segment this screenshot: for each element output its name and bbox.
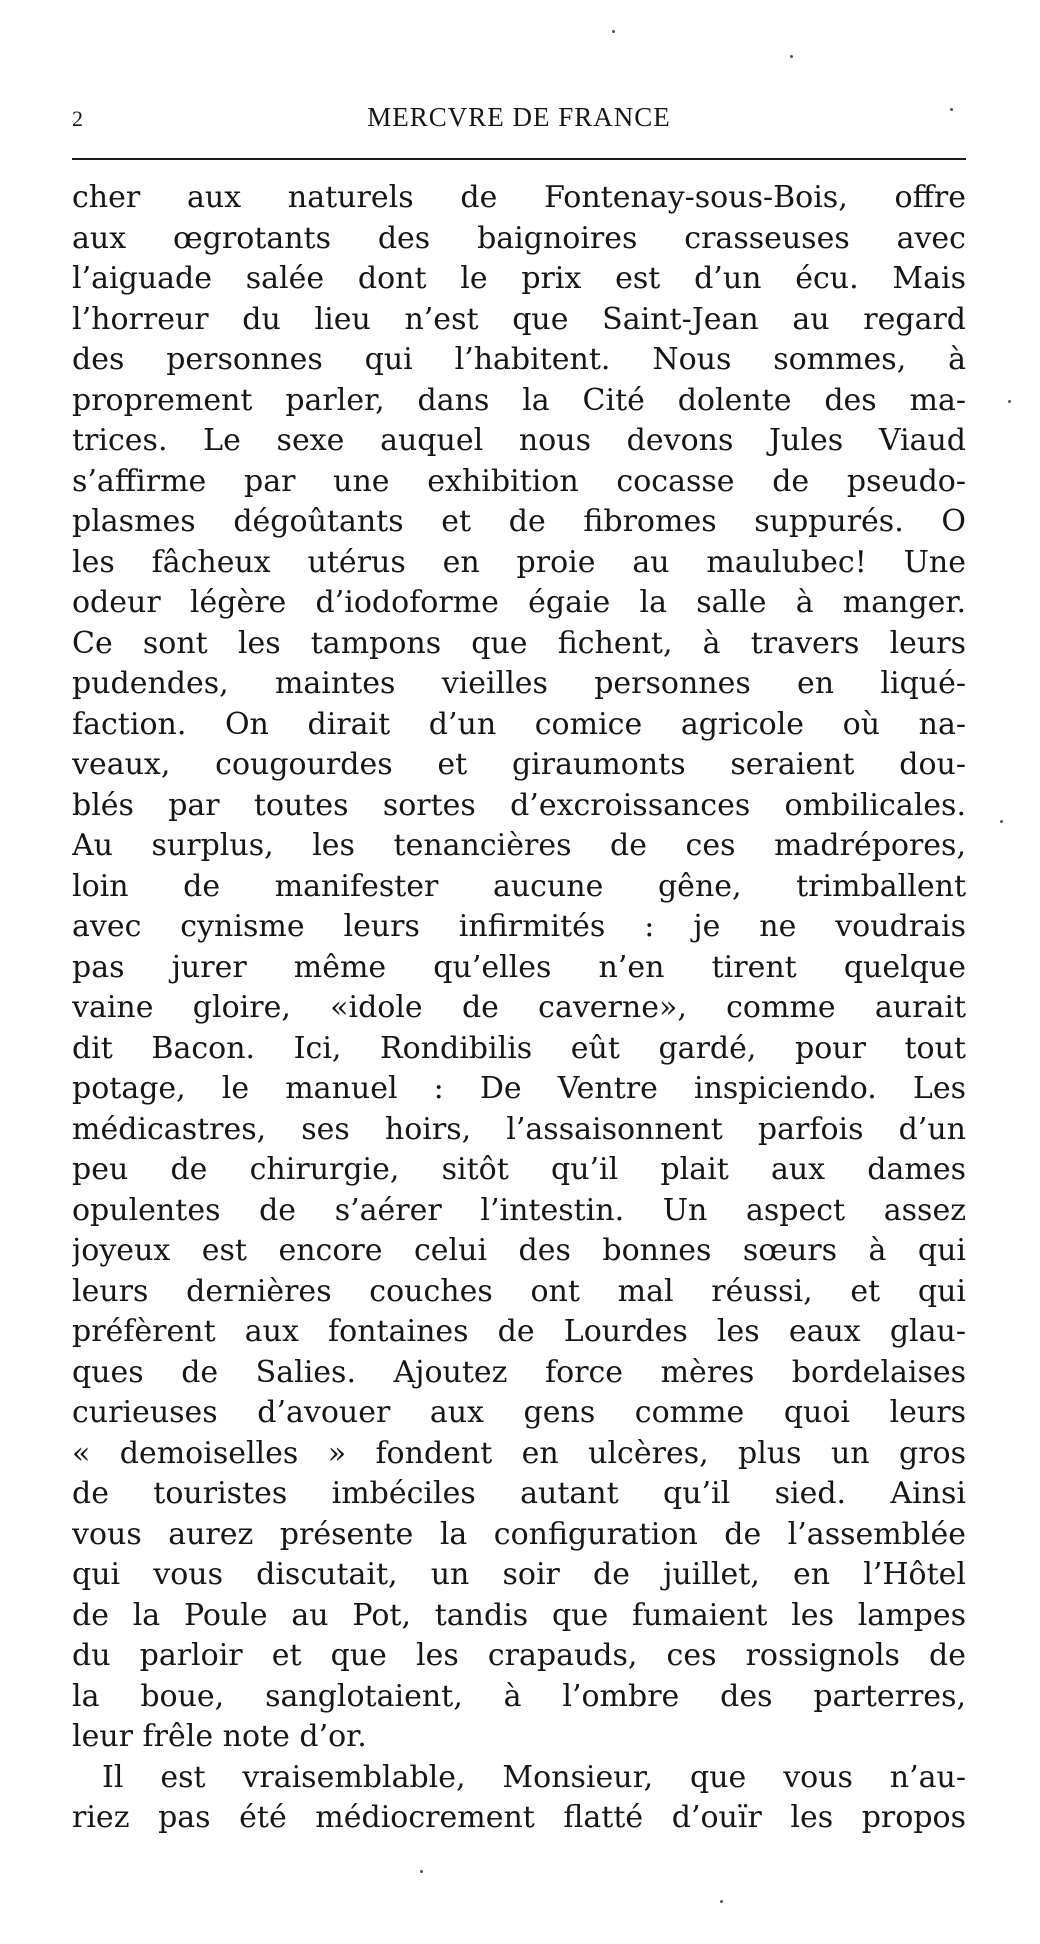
text-line: leur frêle note d’or.	[72, 1719, 367, 1754]
text-line: trices. Le sexe auquel nous devons Jules Viaud	[72, 423, 966, 458]
text-line: vaine gloire, «idole de caverne», comme aurait	[72, 990, 966, 1025]
page-number: 2	[72, 106, 83, 131]
text-line: peu de chirurgie, sitôt qu’il plait aux dames	[72, 1152, 966, 1187]
text-line: les fâcheux utérus en proie au maulubec! Une	[72, 544, 966, 580]
text-line: ques de Salies. Ajoutez force mères bordelaises	[72, 1354, 966, 1390]
print-speck	[950, 108, 953, 111]
text-line: curieuses d’avouer aux gens comme quoi leurs	[72, 1395, 966, 1430]
text-line: potage, le manuel : De Ventre inspiciendo. Les	[72, 1071, 966, 1106]
text-line: pudendes, maintes vieilles personnes en liqué-	[72, 666, 966, 701]
text-line: opulentes de s’aérer l’intestin. Un aspect assez	[72, 1192, 966, 1228]
text-line: loin de manifester aucune gêne, trimballent	[72, 868, 966, 904]
text-line: joyeux est encore celui des bonnes sœurs à qui	[72, 1233, 966, 1268]
text-line: Il est vraisemblable, Monsieur, que vous n’au-	[102, 1759, 966, 1795]
text-line: riez pas été médiocrement flatté d’ouïr les propos	[72, 1800, 966, 1835]
text-line: odeur légère d’iodoforme égaie la salle à manger.	[72, 585, 966, 620]
print-speck	[790, 55, 793, 58]
page-header	[72, 100, 966, 140]
text-line: Ce sont les tampons que fichent, à travers leurs	[72, 625, 966, 661]
text-line: blés par toutes sortes d’excroissances ombilicales.	[72, 787, 966, 823]
text-line: dit Bacon. Ici, Rondibilis eût gardé, pour tout	[72, 1030, 966, 1066]
print-speck	[420, 1870, 423, 1873]
text-line: Au surplus, les tenancières de ces madrépores,	[72, 828, 966, 863]
text-line: la boue, sanglotaient, à l’ombre des parterres,	[72, 1678, 966, 1714]
text-line: des personnes qui l’habitent. Nous sommes, à	[72, 342, 966, 377]
body-text	[72, 178, 966, 1839]
print-speck	[1000, 820, 1003, 823]
text-line: avec cynisme leurs infirmités : je ne voudrais	[72, 909, 966, 944]
text-line: plasmes dégoûtants et de fibromes suppurés. O	[72, 504, 966, 539]
running-head: MERCVRE DE FRANCE	[367, 102, 671, 132]
text-line: préfèrent aux fontaines de Lourdes les eaux glau-	[72, 1314, 966, 1349]
header-rule	[72, 158, 966, 160]
text-line: pas jurer même qu’elles n’en tirent quelque	[72, 949, 966, 985]
text-line: veaux, cougourdes et giraumonts seraient dou-	[72, 747, 966, 782]
text-line: l’horreur du lieu n’est que Saint-Jean au regard	[72, 301, 966, 337]
text-line: leurs dernières couches ont mal réussi, et qui	[72, 1273, 966, 1309]
text-line: aux œgrotants des baignoires crasseuses avec	[72, 220, 966, 256]
text-line: médicastres, ses hoirs, l’assaisonnent parfois d’un	[72, 1111, 966, 1147]
text-line: s’affirme par une exhibition cocasse de pseudo-	[72, 463, 966, 499]
text-line: « demoiselles » fondent en ulcères, plus un gros	[72, 1435, 966, 1471]
print-speck	[612, 30, 615, 33]
text-line: de touristes imbéciles autant qu’il sied. Ainsi	[72, 1476, 966, 1511]
text-line: proprement parler, dans la Cité dolente des ma-	[72, 382, 966, 418]
text-line: faction. On dirait d’un comice agricole où na-	[72, 706, 966, 742]
text-line: du parloir et que les crapauds, ces rossignols de	[72, 1638, 966, 1673]
text-line: cher aux naturels de Fontenay-sous-Bois, offre	[72, 180, 966, 215]
text-line: de la Poule au Pot, tandis que fumaient les lampes	[72, 1597, 966, 1633]
text-line: vous aurez présente la configuration de l’assemblée	[72, 1516, 966, 1552]
text-line: l’aiguade salée dont le prix est d’un écu. Mais	[72, 261, 966, 296]
text-line: qui vous discutait, un soir de juillet, en l’Hôtel	[72, 1557, 966, 1592]
print-speck	[1008, 400, 1011, 403]
print-speck	[720, 1900, 723, 1903]
